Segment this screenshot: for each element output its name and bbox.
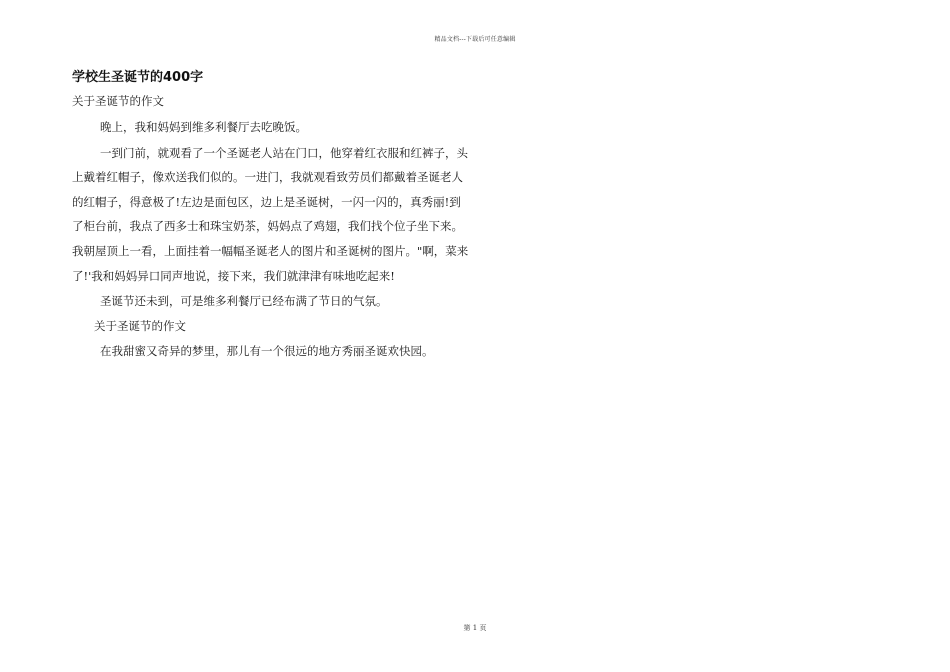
paragraph-line: 在我甜蜜又奇异的梦里，那儿有一个很远的地方秀丽圣诞欢快园。 — [100, 344, 434, 358]
paragraph-line: 一到门前，就观看了一个圣诞老人站在门口，他穿着红衣服和红裤子，头 — [100, 146, 468, 160]
paragraph-line: 的红帽子，得意极了!左边是面包区，边上是圣诞树，一闪一闪的，真秀丽!到 — [72, 195, 461, 209]
page-number: 第 1 页 — [463, 624, 487, 632]
document-subtitle: 关于圣诞节的作文 — [72, 94, 164, 108]
section-heading: 关于圣诞节的作文 — [94, 319, 186, 333]
paragraph-line: 圣诞节还未到，可是维多利餐厅已经布满了节日的气氛。 — [100, 294, 388, 308]
paragraph-line: 了!'我和妈妈异口同声地说，接下来，我们就津津有味地吃起来! — [72, 269, 395, 283]
paragraph-line: 了柜台前，我点了西多士和珠宝奶茶，妈妈点了鸡翅，我们找个位子坐下来。 — [72, 219, 463, 233]
paragraph-line: 晚上，我和妈妈到维多利餐厅去吃晚饭。 — [100, 120, 307, 134]
document-title: 学校生圣诞节的400字 — [72, 70, 204, 85]
header-note: 精品文档---下载后可任意编辑 — [434, 36, 516, 43]
paragraph-line: 我朝屋顶上一看，上面挂着一幅幅圣诞老人的图片和圣诞树的图片。"啊，菜来 — [72, 244, 469, 258]
paragraph-line: 上戴着红帽子，像欢送我们似的。一进门，我就观看致劳员们都戴着圣诞老人 — [72, 170, 463, 184]
